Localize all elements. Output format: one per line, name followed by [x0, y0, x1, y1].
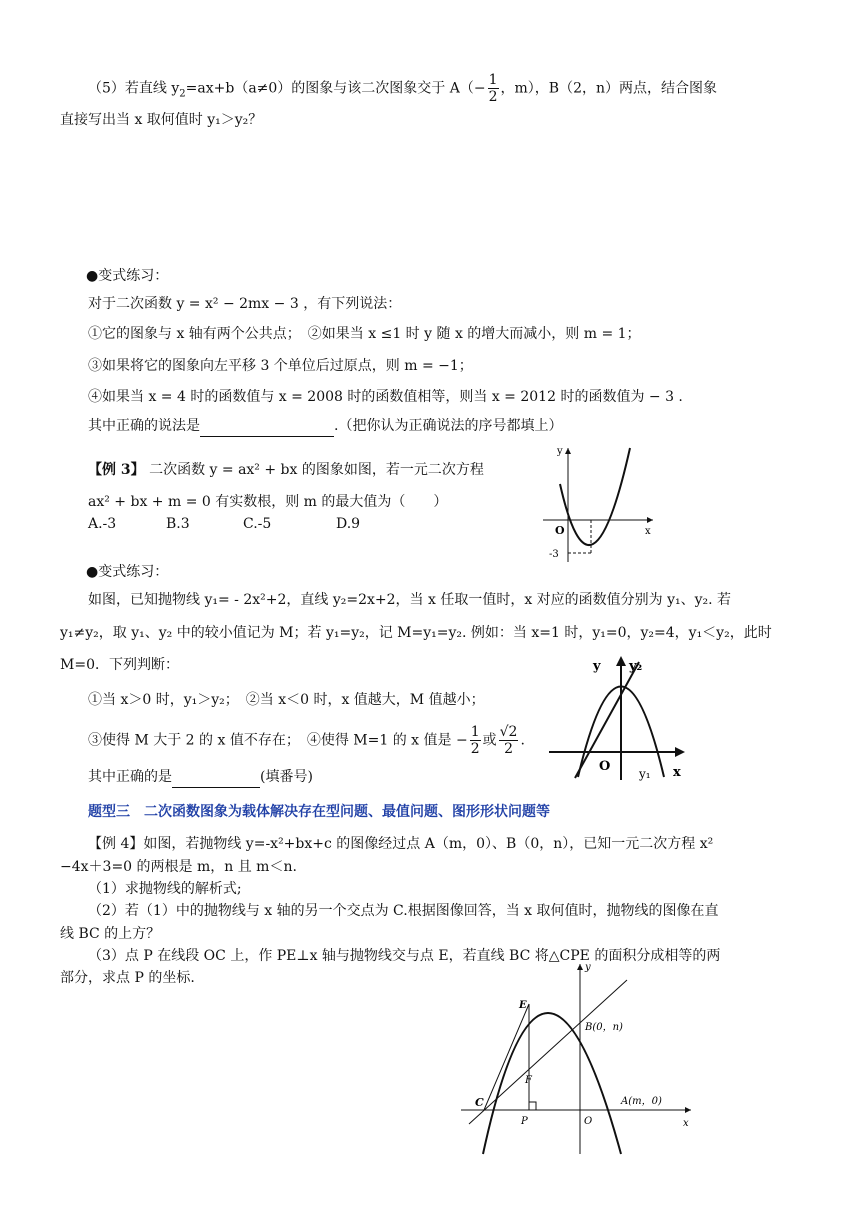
variant2-graph [545, 652, 695, 782]
variant1-intro: 对于二次函数 y = x² − 2mx − 3 ，有下列说法： [88, 296, 402, 312]
option-d[interactable]: D.9 [336, 516, 361, 532]
example4-q2b: 线 BC 的上方？ [60, 926, 161, 942]
example3-graph [535, 444, 660, 569]
answer-blank[interactable] [172, 767, 260, 788]
variant2-title: ●变式练习： [86, 564, 169, 580]
example4-q3a: （3）点 P 在线段 OC 上，作 PE⊥x 轴与抛物线交与点 E，若直线 BC 将△CPE 的面积分成相等的两 [88, 948, 721, 964]
y2-label: y₂ [629, 659, 643, 674]
point-c-label: C [475, 1096, 484, 1109]
variant2-line1: 如图，已知抛物线 y₁= - 2x²+2，直线 y₂=2x+2，当 x 任取一值时，x 对应的函数值分别为 y₁、y₂. 若 [88, 592, 732, 608]
example4-q2a: （2）若（1）中的抛物线与 x 轴的另一个交点为 C.根据图像回答，当 x 取何值时，抛物线的图像在直 [88, 903, 719, 919]
point-f-label: F [525, 1075, 532, 1086]
example4-line1: 【例 4】如图，若抛物线 y=-x²+bx+c 的图像经过点 A（m，0）、B（0，n），已知一元二次方程 x² [88, 836, 714, 852]
point-p-label: P [521, 1116, 528, 1127]
origin-label: O [555, 524, 565, 537]
variant2-line2: y₁≠y₂，取 y₁、y₂ 中的较小值记为 M；若 y₁=y₂，记 M=y₁=y₂. 例如：当 x=1 时，y₁=0，y₂=4，y₁＜y₂，此时 [60, 625, 772, 641]
point-e-label: E [519, 1000, 527, 1011]
variant2-item1: ①当 x＞0 时，y₁＞y₂； ②当 x＜0 时，x 值越大，M 值越小； [88, 692, 485, 708]
example4-line2: −4x＋3=0 的两根是 m，n 且 m＜n. [60, 859, 297, 875]
option-a[interactable]: A.-3 [88, 516, 117, 532]
variant2-line3: M=0．下列判断： [60, 657, 179, 673]
variant1-item3: ③如果将它的图象向左平移 3 个单位后过原点，则 m = −1； [88, 358, 473, 374]
variant1-item1: ①它的图象与 x 轴有两个公共点； ②如果当 x ≤1 时 y 随 x 的增大而减小，则 m = 1； [88, 326, 641, 342]
x-axis-label: x [673, 765, 681, 780]
variant2-answer: 其中正确的是 (填番号) [88, 767, 313, 788]
origin-label: O [599, 759, 611, 774]
y1-label: y₁ [639, 767, 651, 781]
example4-graph [455, 958, 695, 1158]
example4-q3b: 部分，求点 P 的坐标. [60, 970, 195, 986]
y-axis-label: y [585, 962, 591, 973]
example3-line2: ax² + bx + m = 0 有实数根，则 m 的最大值为（ ） [88, 494, 448, 510]
y-axis-label: y [593, 659, 601, 674]
example4-q1: （1）求抛物线的解析式; [88, 881, 242, 897]
section-heading: 题型三 二次函数图象为载体解决存在型问题、最值问题、图形形状问题等 [88, 804, 550, 820]
min-label: -3 [549, 549, 559, 560]
variant2-item3: ③使得 M 大于 2 的 x 值不存在； ④使得 M=1 的 x 值是 − $\frac{1}{2}$ 或 $\frac{√2}{2}$ . [88, 724, 525, 757]
variant1-item4: ④如果当 x = 4 时的函数值与 x = 2008 时的函数值相等，则当 x = 2012 时的函数值为 − 3 . [88, 389, 683, 405]
fraction: $\frac{1}{2}$ [488, 72, 498, 105]
answer-blank[interactable] [200, 416, 334, 437]
q5-line2: 直接写出当 x 取何值时 y₁＞y₂？ [60, 112, 263, 128]
origin-label: O [584, 1116, 593, 1127]
example3-line1: 【例 3】 二次函数 y = ax² + bx 的图象如图，若一元二次方程 [88, 462, 484, 478]
x-axis-label: x [645, 526, 651, 537]
y-axis-label: y [557, 446, 563, 457]
variant-title: ●变式练习： [86, 268, 169, 284]
point-b-label: B(0，n) [585, 1022, 623, 1033]
x-axis-label: x [683, 1118, 689, 1129]
point-a-label: A(m，0) [621, 1096, 662, 1107]
option-c[interactable]: C.-5 [243, 516, 272, 532]
q5-line1: （5）若直线 $y_2=ax+b(a\ne 0)$的图象与该二次图象交于 A（− $\frac{1}{2}$ ，m），B（2，n）两点，结合图象 [88, 72, 718, 105]
option-b[interactable]: B.3 [166, 516, 190, 532]
variant1-answer: 其中正确的说法是 .（把你认为正确说法的序号都填上） [88, 416, 562, 437]
